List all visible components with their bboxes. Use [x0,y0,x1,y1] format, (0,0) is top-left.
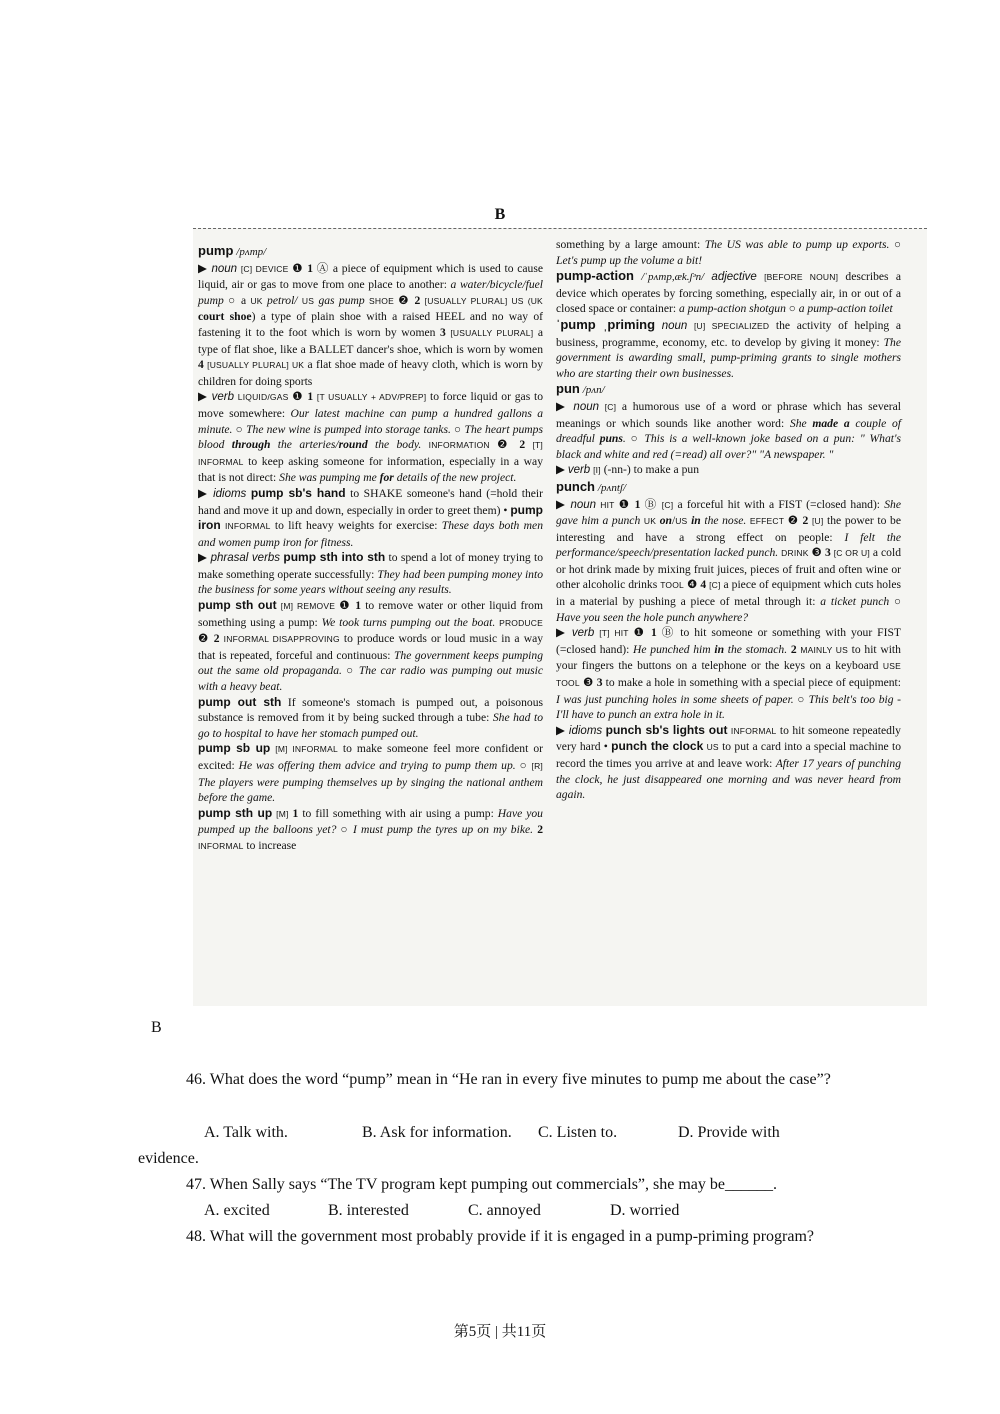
dictionary-entry: ▶ noun HIT ❶ 1 Ⓑ [C] a forceful hit with a FIST (=closed hand): She gave him a punch UK on/US in the nose. EFFECT ❷ 2 [U] the power to be interesting and have a strong effect on people: I felt the performance/speech/presentation lacked punch. DRINK ❸ 3 [C OR U] a cold or hot drink made by mixing fruit juices, pieces of fruit and often wine or other alcoholic drinks TOOL ❹ 4 [C] a piece of equipment which cuts holes in a material by pushing a piece of metal through it: a ticket punch ○ Have you seen the hole punch anywhere? [556,497,901,624]
option-a: A. Talk with. [204,1124,288,1141]
dictionary-entry: ▶ phrasal verbs pump sth into sth to spend a lot of money trying to make something operate successfully: They had been pumping money into the business for some years without seeing any results. [198,550,543,597]
page-footer: 第5页 | 共11页 [453,1324,547,1340]
dictionary-entry: ▶ verb LIQUID/GAS ❶ 1 [T USUALLY + ADV/PREP] to force liquid or gas to move somewhere: Our latest machine can pump a hundred gallons a minute. ○ The new wine is pumped into storage tanks. ○ The heart pumps blood through the arteries/round the body. INFORMATION ❷ 2 [T] INFORMAL to keep asking someone for information, especially in a way that is not direct: She was pumping me for details of the new project. [198,390,544,485]
dictionary-entry: ▶ verb [T] HIT ❶ 1 Ⓑ to hit someone or something with your FIST (=closed hand): He punched him in the stomach. 2 MAINLY US to hit with your fingers the buttons on a telephone or the keys on a keyboard USE TOOL ❸ 3 to make a hole in something with a special piece of equipment: I was just punching holes in some sheets of paper. ○ This belt's too big - I'll have to punch an extra hole in it. [556,626,901,722]
dictionary-entry: ▶ verb [I] (-nn-) to make a pun [556,463,699,477]
b-label: B [151,1019,162,1036]
section-title: B [494,206,506,223]
dictionary-entry: ˈpump ˌpriming noun [U] SPECIALIZED the activity of helping a business, programme, economy, etc. to develop by giving it money: The government is awarding small, pump-priming grants to single mothers who are starting their own businesses. [556,316,901,380]
dictionary-entry: something by a large amount: The US was able to pump up exports. ○ Let's pump up the volume a bit! [556,238,901,267]
option-c: C. Listen to. [538,1124,618,1141]
option-c: C. annoyed [468,1202,541,1219]
question-47: 47. When Sally says “The TV program kept pumping out commercials”, she may be______. [186,1176,777,1193]
dictionary-entry: pump sth out [M] REMOVE ❶ 1 to remove water or other liquid from something using a pump: We took turns pumping out the boat. PRODUCE ❷ 2 INFORMAL DISAPPROVING to produce words or loud music in a way that is repeated, forceful and continuous: The government keeps pumping out the same old propaganda. ○ The car radio was pumping out music with a heavy beat. [198,598,544,694]
dictionary-entry: ▶ idioms pump sb's hand to SHAKE someone's hand (=hold their hand and move it up and down, especially in order to greet them) • pump iron INFORMAL to lift heavy weights for exercise: These days both men and women pump iron for fitness. [198,485,543,549]
option-d: D. worried [610,1202,680,1219]
dictionary-entry: pump out sth If someone's stomach is pumped out, a poisonous substance is removed from it by being sucked through a tube: She had to go to hospital to have her stomach pumped out. [198,694,544,740]
option-d-continuation: evidence. [138,1150,199,1167]
option-a: A. excited [204,1202,270,1219]
dictionary-entry: pump sth up [M] 1 to fill something with air using a pump: Have you pumped up the balloons yet? ○ I must pump the tyres up on my bike. 2 INFORMAL to increase [198,805,543,852]
dictionary-entry: pump /pʌmp/ [198,243,267,258]
question-46: 46. What does the word “pump” mean in “He ran in every five minutes to pump me about the case”? [186,1071,831,1088]
dictionary-left-column [198,243,543,855]
dictionary-entry: punch /pʌntʃ/ [556,478,627,494]
option-b: B. Ask for information. [362,1124,512,1141]
dictionary-entry: pump sb up [M] INFORMAL to make someone feel more confident or excited: He was offering them advice and trying to pump them up. ○ [R] The players were pumping themselves up by singing the national anthem before the game. [198,741,543,805]
dictionary-entry: ▶ noun [C] a humorous use of a word or phrase which has several meanings or which sounds like another word: She made a couple of dreadful puns. ○ This is a well-known joke based on a pun: " What's black and white and red (=read) all over?" "A newspaper. " [556,399,902,461]
dictionary-entry: pump-action /ˈpʌmp,æk.ʃᵊn/ adjective [BEFORE NOUN] describes a device which operates by forcing something, especially air, in or out of a closed space or container: a pump-action shotgun ○ a pump-action toilet [556,268,901,316]
option-d: D. Provide with [678,1124,780,1141]
option-b: B. interested [328,1202,409,1219]
dictionary-image [193,228,927,1006]
dictionary-entry: ▶ idioms punch sb's lights out INFORMAL to hit someone repeatedly very hard • punch the clock US to put a card into a special machine to record the times you arrive at and leave work: After 17 years of punching the clock, he just disappeared one morning and was never heard from again. [556,722,901,802]
dictionary-right-column [556,237,901,803]
dictionary-entry: ▶ noun [C] DEVICE ❶ 1 Ⓐ a piece of equipment which is used to cause liquid, air or gas to move from one place to another: a water/bicycle/fuel pump ○ a UK petrol/ US gas pump SHOE ❷ 2 [USUALLY PLURAL] US (UK court shoe) a type of plain shoe with a raised HEEL and no way of fastening it to the foot which is worn by women 3 [USUALLY PLURAL] a type of flat shoe, like a BALLET dancer's shoe, which is worn by women 4 [USUALLY PLURAL] UK a flat shoe made of heavy cloth, which is worn by children for doing sports [198,261,543,388]
question-48: 48. What will the government most probably provide if it is engaged in a pump-priming program? [186,1228,815,1245]
dictionary-entry: pun /pʌn/ [556,381,605,397]
